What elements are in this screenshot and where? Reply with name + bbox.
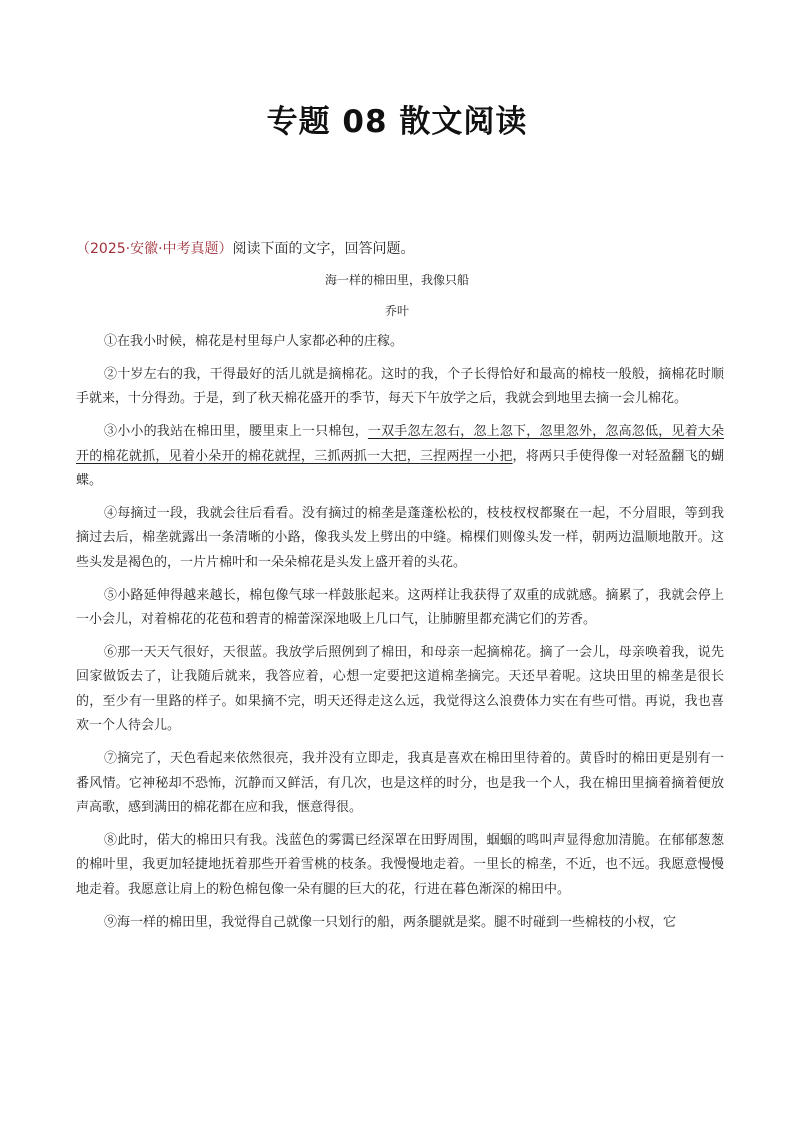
- question-instruction: 阅读下面的文字，回答问题。: [232, 241, 415, 257]
- underlined-sentence: 一双手忽左忽右，忽上忽下，忽里忽外，忽高忽低，见着大朵开的棉花就抓，见着小朵开的棉花就捏，三抓两抓一大把，三捏两捏一小把: [76, 424, 724, 464]
- paragraph-3-end: ，将两只手使得像一对轻盈翻飞的蝴蝶。: [76, 448, 724, 489]
- article-body: [76, 330, 724, 943]
- article-author: 乔叶: [384, 304, 409, 318]
- paragraph-3: [76, 420, 724, 493]
- paragraph-2: ②十岁左右的我，干得最好的活儿就是摘棉花。这时的我，个子长得恰好和最高的棉枝一般般，摘棉花时顺手就来，十分得劲。于是，到了秋天棉花盛开的季节，每天下午放学之后，我就会到地里去摘一会儿棉花。: [76, 366, 724, 407]
- paragraph-8: ⑧此时，偌大的棉田只有我。浅蓝色的雾霭已经深罩在田野周围，蝈蝈的鸣叫声显得愈加清脆。在郁郁葱葱的棉叶里，我更加轻捷地抚着那些开着雪桃的枝条。我慢慢地走着。一里长的棉垄，不近，也不远。我愿意慢慢地走着。我愿意让肩上的粉色棉包像一朵有腿的巨大的花，行进在暮色渐深的棉田中。: [76, 832, 724, 897]
- paragraph-1: ①在我小时候，棉花是村里每户人家都必种的庄稼。: [104, 334, 404, 349]
- paragraph-9: ⑨海一样的棉田里，我觉得自己就像一只划行的船，两条腿就是桨。腿不时碰到一些棉枝的小杈，它: [104, 914, 677, 930]
- paragraph-3-start: ③小小的我站在棉田里，腰里束上一只棉包，: [104, 424, 368, 440]
- page-title: 专题 08 散文阅读: [266, 104, 528, 140]
- question-source: （2025·安徽·中考真题）: [76, 241, 233, 257]
- question-intro: [76, 238, 415, 258]
- paragraph-7: ⑦摘完了，天色看起来依然很亮，我并没有立即走，我真是喜欢在棉田里待着的。黄昏时的棉田更是别有一番风情。它神秘却不恐怖，沉静而又鲜活，有几次，也是这样的时分，也是我一个人，我在棉田里摘着摘着便放声高歌，感到满田的棉花都在应和我，惬意得很。: [76, 751, 724, 815]
- paragraph-4: ④每摘过一段，我就会往后看看。没有摘过的棉垄是蓬蓬松松的，枝枝杈杈都聚在一起，不分眉眼，等到我摘过去后，棉垄就露出一条清晰的小路，像我头发上劈出的中缝。棉棵们则像头发一样，朝两边温顺地散开。这些头发是褐色的，一片片棉叶和一朵朵棉花是头发上盛开着的头花。: [76, 505, 724, 570]
- article-title: 海一样的棉田里，我像只船: [324, 273, 469, 287]
- paragraph-5: ⑤小路延伸得越来越长，棉包像气球一样鼓胀起来。这两样让我获得了双重的成就感。摘累了，我就会停上一小会儿，对着棉花的花苞和碧青的棉蕾深深地吸上几口气，让肺腑里都充满它们的芳香。: [76, 587, 724, 628]
- paragraph-6: ⑥那一天天气很好，天很蓝。我放学后照例到了棉田，和母亲一起摘棉花。摘了一会儿，母亲唤着我，说先回家做饭去了，让我随后就来，我答应着，心想一定要把这道棉垄摘完。天还早着呢。这块田里的棉垄是很长的，至少有一里路的样子。如果摘不完，明天还得走这么远，我觉得这么浪费体力实在有些可惜。再说，我也喜欢一个人待会儿。: [76, 644, 724, 734]
